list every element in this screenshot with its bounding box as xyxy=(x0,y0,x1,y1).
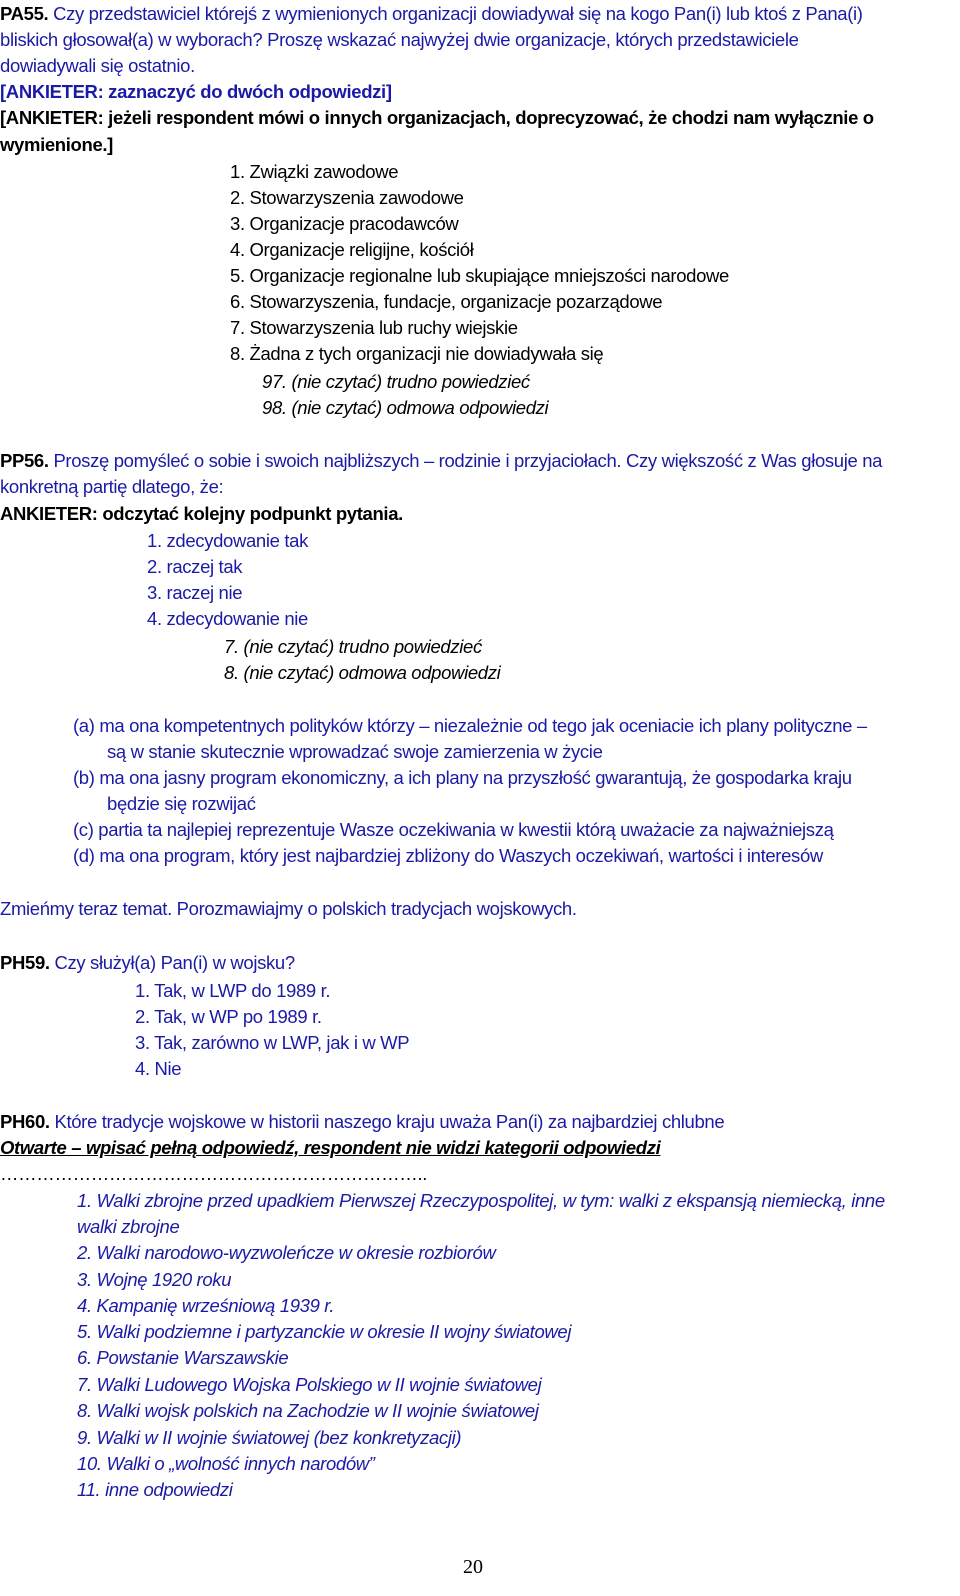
ph60-option: 11. inne odpowiedzi xyxy=(77,1479,233,1500)
pp56-item-a: (a) ma ona kompetentnych polityków którzy – niezależnie od tego jak oceniacie ich plany polityczne – xyxy=(73,715,867,736)
ph60-option: 10. Walki o „wolność innych narodów” xyxy=(77,1453,375,1474)
transition-text: Zmieńmy teraz temat. Porozmawiajmy o polskich tradycjach wojskowych. xyxy=(0,898,577,919)
pa55-option: 5. Organizacje regionalne lub skupiające mniejszości narodowe xyxy=(230,265,729,286)
page-number: 20 xyxy=(463,1556,483,1578)
pp56-special-option: 7. (nie czytać) trudno powiedzieć xyxy=(224,636,482,657)
question-text: Czy przedstawiciel którejś z wymienionych organizacji dowiadywał się na kogo Pan(i) lub ktoś z Pana(i) xyxy=(48,3,863,24)
question-code: PH60. xyxy=(0,1111,50,1132)
pp56-option: 2. raczej tak xyxy=(147,556,243,577)
pa55-question-line3: dowiadywali się ostatnio. xyxy=(0,55,195,76)
ph60-option: 7. Walki Ludowego Wojska Polskiego w II wojnie światowej xyxy=(77,1374,542,1395)
pa55-question-line2: bliskich głosował(a) w wyborach? Proszę wskazać najwyżej dwie organizacje, których przedstawiciele xyxy=(0,29,799,50)
ph60-question xyxy=(0,1112,724,1132)
pp56-option: 4. zdecydowanie nie xyxy=(147,608,308,629)
ph60-instruction: Otwarte – wpisać pełną odpowiedź, respondent nie widzi kategorii odpowiedzi xyxy=(0,1137,661,1158)
pa55-option: 3. Organizacje pracodawców xyxy=(230,213,459,234)
pp56-item-d: (d) ma ona program, który jest najbardziej zbliżony do Waszych oczekiwań, wartości i interesów xyxy=(73,845,823,866)
pa55-option: 6. Stowarzyszenia, fundacje, organizacje pozarządowe xyxy=(230,291,663,312)
pp56-item-a-cont: są w stanie skutecznie wprowadzać swoje zamierzenia w życie xyxy=(107,741,603,762)
pp56-question-line2: konkretną partię dlatego, że: xyxy=(0,476,224,497)
pa55-option: 4. Organizacje religijne, kościół xyxy=(230,239,474,260)
question-text: Proszę pomyśleć o sobie i swoich najbliższych – rodzinie i przyjaciołach. Czy większość z Was głosuje na xyxy=(48,450,883,471)
pa55-special-option: 98. (nie czytać) odmowa odpowiedzi xyxy=(262,397,549,418)
question-code: PA55. xyxy=(0,3,49,24)
question-text: Czy służył(a) Pan(i) w wojsku? xyxy=(49,952,295,973)
pa55-option: 8. Żadna z tych organizacji nie dowiadywała się xyxy=(230,343,604,364)
ph60-option-cont: walki zbrojne xyxy=(77,1216,180,1237)
pa55-option: 7. Stowarzyszenia lub ruchy wiejskie xyxy=(230,317,518,338)
ph60-option: 9. Walki w II wojnie światowej (bez konkretyzacji) xyxy=(77,1427,462,1448)
ph59-option: 1. Tak, w LWP do 1989 r. xyxy=(135,980,331,1001)
question-code: PH59. xyxy=(0,952,50,973)
ph60-option: 6. Powstanie Warszawskie xyxy=(77,1347,289,1368)
pp56-special-option: 8. (nie czytać) odmowa odpowiedzi xyxy=(224,662,501,683)
question-code: PP56. xyxy=(0,450,49,471)
ph59-option: 4. Nie xyxy=(135,1058,182,1079)
ph60-option: 3. Wojnę 1920 roku xyxy=(77,1269,232,1290)
pa55-option: 1. Związki zawodowe xyxy=(230,161,399,182)
ph60-option: 4. Kampanię wrześniową 1939 r. xyxy=(77,1295,335,1316)
ph60-option: 1. Walki zbrojne przed upadkiem Pierwszej Rzeczypospolitej, w tym: walki z ekspansją niemiecką, inne xyxy=(77,1190,885,1211)
ph60-option: 2. Walki narodowo-wyzwoleńcze w okresie rozbiorów xyxy=(77,1242,496,1263)
ph60-answer-dots: …………………………………………………………….. xyxy=(0,1163,428,1184)
pa55-question-line1 xyxy=(0,4,863,24)
pa55-instruction: [ANKIETER: zaznaczyć do dwóch odpowiedzi] xyxy=(0,81,392,102)
pa55-instruction2-line2: wymienione.] xyxy=(0,134,113,155)
pp56-option: 1. zdecydowanie tak xyxy=(147,530,308,551)
pp56-item-b: (b) ma ona jasny program ekonomiczny, a ich plany na przyszłość gwarantują, że gospodarka kraju xyxy=(73,767,852,788)
question-text: Które tradycje wojskowe w historii naszego kraju uważa Pan(i) za najbardziej chlubne xyxy=(49,1111,725,1132)
ph59-option: 2. Tak, w WP po 1989 r. xyxy=(135,1006,322,1027)
pa55-option: 2. Stowarzyszenia zawodowe xyxy=(230,187,464,208)
pp56-instruction: ANKIETER: odczytać kolejny podpunkt pytania. xyxy=(0,503,403,524)
ph59-question xyxy=(0,953,295,973)
ph59-option: 3. Tak, zarówno w LWP, jak i w WP xyxy=(135,1032,410,1053)
pp56-item-c: (c) partia ta najlepiej reprezentuje Wasze oczekiwania w kwestii którą uważacie za najważniejszą xyxy=(73,819,834,840)
pa55-instruction2-line1: [ANKIETER: jeżeli respondent mówi o innych organizacjach, doprecyzować, że chodzi nam wyłącznie o xyxy=(0,107,874,128)
ph60-option: 8. Walki wojsk polskich na Zachodzie w II wojnie światowej xyxy=(77,1400,539,1421)
pp56-option: 3. raczej nie xyxy=(147,582,243,603)
pp56-item-b-cont: będzie się rozwijać xyxy=(107,793,256,814)
ph60-option: 5. Walki podziemne i partyzanckie w okresie II wojny światowej xyxy=(77,1321,572,1342)
pa55-special-option: 97. (nie czytać) trudno powiedzieć xyxy=(262,371,530,392)
pp56-question-line1 xyxy=(0,451,882,471)
